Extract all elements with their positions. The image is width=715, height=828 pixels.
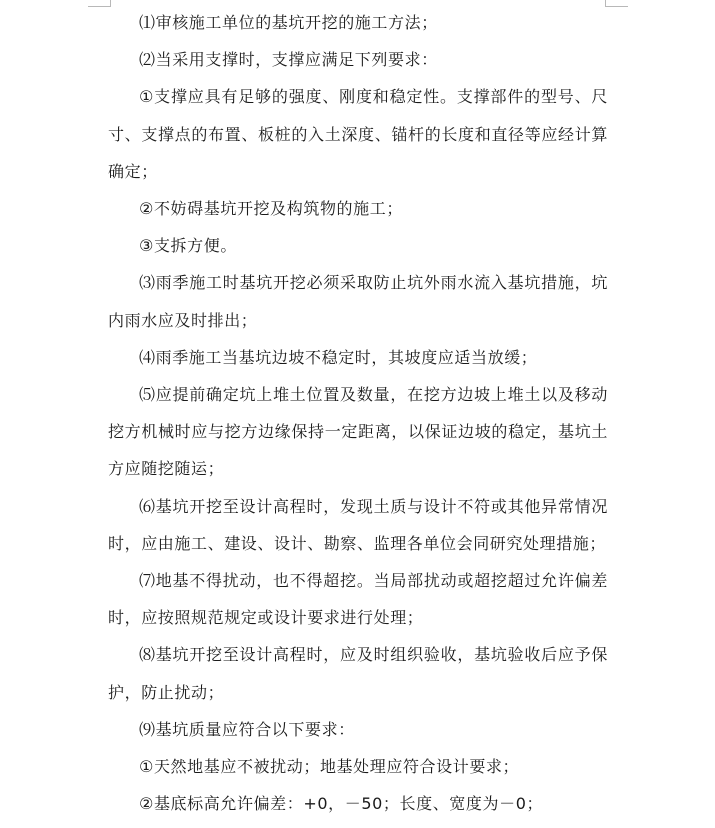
paragraph-easy-dismantle: ③支拆方便。	[139, 236, 237, 256]
paragraph-quality-requirements: ⑼基坑质量应符合以下要求：	[139, 719, 355, 739]
paragraph-elevation-tolerance: ②基底标高允许偏差：+0，－50；长度、宽度为－0；	[139, 794, 544, 814]
paragraph-rainy-season-drainage: ⑶雨季施工时基坑开挖必须采取防止坑外雨水流入基坑措施，坑内雨水应及时排出；	[108, 273, 608, 330]
paragraph-soil-stockpile: ⑸应提前确定坑上堆土位置及数量，在挖方边坡上堆土以及移动挖方机械时应与挖方边缘保持一定距离，以保证边坡的稳定，基坑土方应随挖随运；	[108, 385, 608, 479]
paragraph-support-strength: ①支撑应具有足够的强度、刚度和稳定性。支撑部件的型号、尺寸、支撑点的布置、板桩的入土深度、锚杆的长度和直径等应经计算确定；	[108, 87, 608, 181]
document-body	[108, 0, 608, 822]
paragraph-natural-foundation: ①天然地基应不被扰动；地基处理应符合设计要求；	[139, 757, 520, 777]
paragraph-support-requirements: ⑵当采用支撑时，支撑应满足下列要求：	[139, 50, 438, 70]
paragraph-no-disturbance: ⑺地基不得扰动，也不得超挖。当局部扰动或超挖超过允许偏差时，应按照规范规定或设计要求进行处理；	[108, 571, 608, 628]
page-corner-mark-right	[605, 0, 628, 7]
paragraph-no-obstruction: ②不妨碍基坑开挖及构筑物的施工；	[139, 199, 403, 219]
paragraph-design-elevation-anomaly: ⑹基坑开挖至设计高程时，发现土质与设计不符或其他异常情况时，应由施工、建设、设计、勘察、监理各单位会同研究处理措施；	[108, 496, 608, 553]
paragraph-review-excavation-method: ⑴审核施工单位的基坑开挖的施工方法；	[139, 13, 438, 32]
paragraph-acceptance: ⑻基坑开挖至设计高程时，应及时组织验收，基坑验收后应予保护，防止扰动；	[108, 645, 608, 702]
paragraph-rainy-season-slope: ⑷雨季施工当基坑边坡不稳定时，其坡度应适当放缓；	[139, 347, 538, 367]
